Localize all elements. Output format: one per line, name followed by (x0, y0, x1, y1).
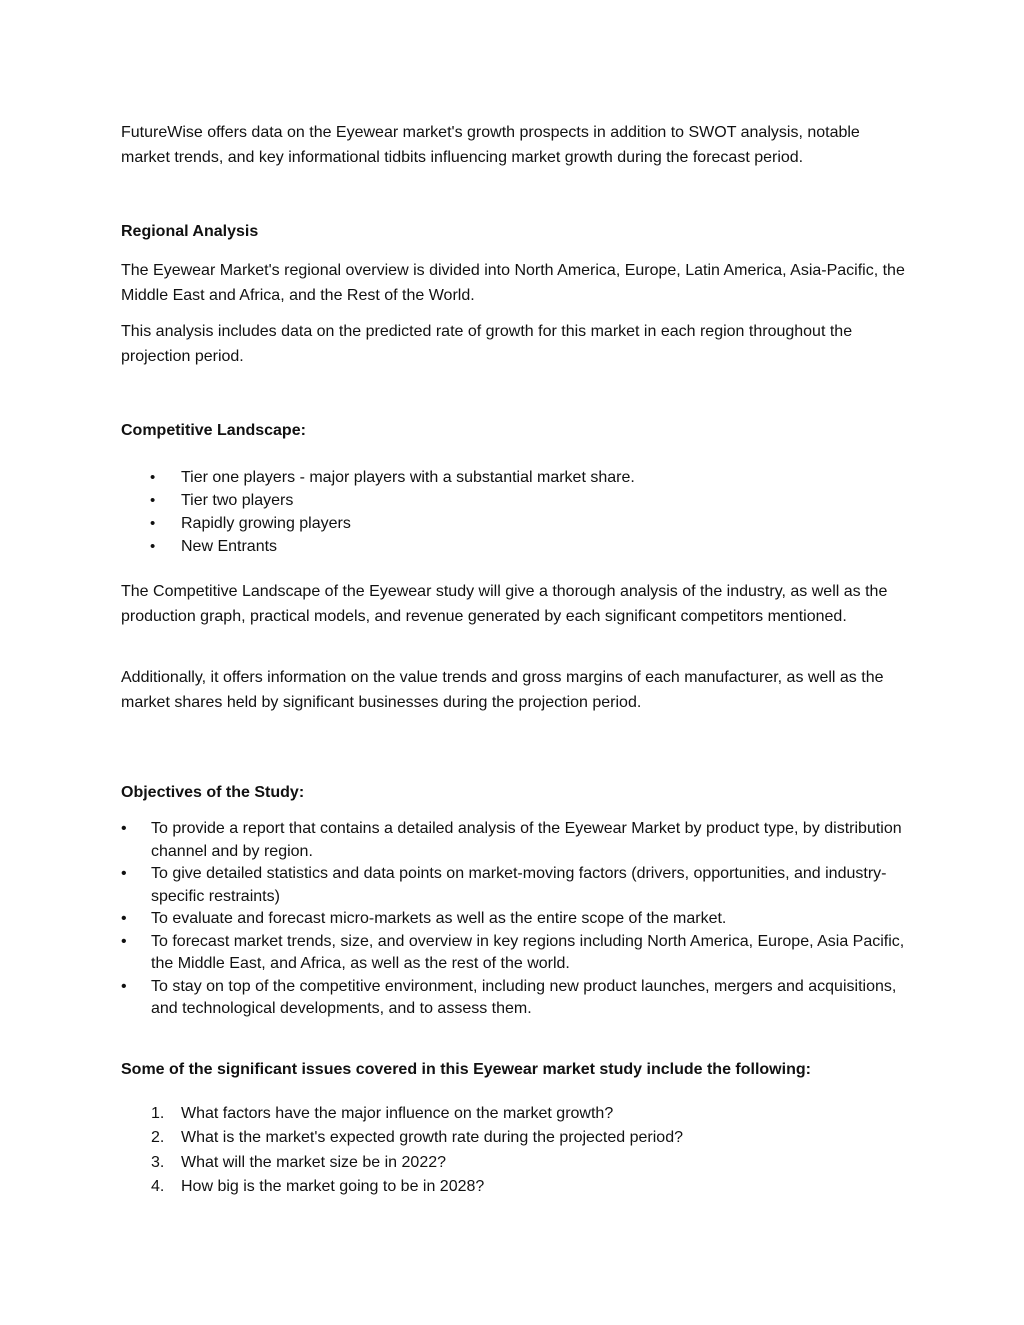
bullet-icon: • (121, 977, 127, 995)
list-item: • To evaluate and forecast micro-markets as well as the entire scope of the market. (121, 908, 911, 931)
bullet-icon: • (150, 492, 156, 509)
list-item: 1. What factors have the major influence on the market growth? (121, 1102, 911, 1126)
significant-issues-list (121, 1102, 911, 1199)
list-item: 3. What will the market size be in 2022? (121, 1151, 911, 1175)
list-item: • New Entrants (121, 535, 911, 558)
bullet-icon: • (150, 515, 156, 532)
list-item: 4. How big is the market going to be in 2028? (121, 1175, 911, 1199)
list-item: • To forecast market trends, size, and overview in key regions including North America, Europe, Asia Pacific, the Middle East, and Africa, as well as the rest of the world. (121, 932, 905, 972)
list-item: 2. What is the market's expected growth rate during the projected period? (121, 1126, 911, 1150)
list-number: 1. (151, 1105, 165, 1122)
list-number: 4. (151, 1177, 165, 1195)
regional-analysis-heading: Regional Analysis (121, 223, 259, 240)
bullet-icon: • (121, 932, 127, 950)
list-number: 3. (151, 1153, 165, 1171)
intro-paragraph: FutureWise offers data on the Eyewear market's growth prospects in addition to SWOT analysis, notable market trends, and key informational tidbits influencing market growth during the forecast period. (121, 124, 860, 166)
bullet-icon: • (121, 865, 127, 882)
objectives-heading: Objectives of the Study: (121, 784, 305, 801)
list-item: • Rapidly growing players (121, 512, 911, 535)
competitive-paragraph-2: Additionally, it offers information on the value trends and gross margins of each manufacturer, as well as the market shares held by significant businesses during the projection period. (121, 669, 884, 711)
list-item: • Tier one players - major players with a substantial market share. (121, 466, 911, 489)
list-item: • To provide a report that contains a detailed analysis of the Eyewear Market by product type, by distribution channel and by region. (121, 820, 902, 860)
bullet-icon: • (150, 538, 156, 555)
bullet-icon: • (121, 910, 127, 927)
significant-issues-heading: Some of the significant issues covered in this Eyewear market study include the following: (121, 1061, 811, 1078)
list-item: • To stay on top of the competitive environment, including new product launches, mergers and acquisitions, and technological developments, and to assess them. (121, 977, 897, 1017)
competitive-tier-list (121, 466, 911, 558)
regional-paragraph-2: This analysis includes data on the predicted rate of growth for this market in each region throughout the projection period. (121, 323, 853, 365)
bullet-icon: • (150, 469, 156, 486)
list-item: • Tier two players (121, 489, 911, 512)
competitive-landscape-heading: Competitive Landscape: (121, 422, 306, 439)
bullet-icon: • (121, 820, 127, 837)
list-number: 2. (151, 1129, 165, 1147)
competitive-paragraph-1: The Competitive Landscape of the Eyewear study will give a thorough analysis of the industry, as well as the production graph, practical models, and revenue generated by each significant competitors mentioned. (121, 583, 888, 625)
regional-paragraph-1: The Eyewear Market's regional overview is divided into North America, Europe, Latin America, Asia-Pacific, the Middle East and Africa, and the Rest of the World. (121, 262, 905, 304)
list-item: • To give detailed statistics and data points on market-moving factors (drivers, opportunities, and industry-specific restraints) (121, 865, 887, 905)
objectives-list (121, 818, 911, 1021)
